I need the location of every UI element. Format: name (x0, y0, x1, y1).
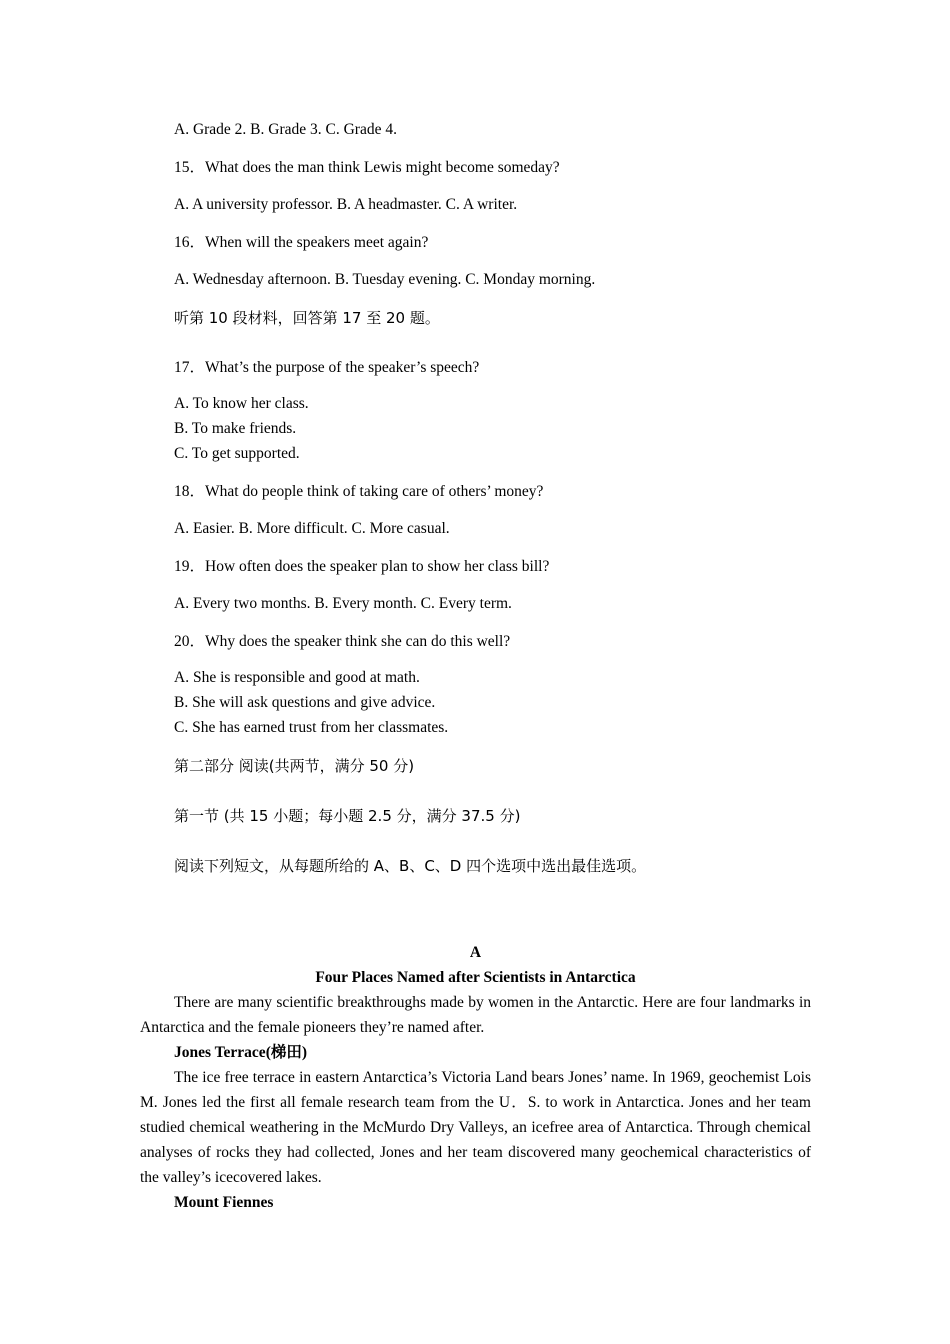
paragraph-jones-terrace-text: The ice free terrace in eastern Antarctica’s Victoria Land bears Jones’ name. In 1969, geochemist Lois M. Jones led the first all female research team from the U．S. to work in Antarctica. Jones and her team studied chemical weathering in the McMurdo Dry Valleys, an icefree area of Antarctica. Through chemical analyses of rocks they had collected, Jones and her team discovered many geochemical characteristics of the valley’s icecovered lakes. (140, 1069, 811, 1186)
q20-option-a: A. She is responsible and good at math. (174, 669, 420, 686)
passage-intro-text: There are many scientific breakthroughs made by women in the Antarctic. Here are four landmarks in Antarctica and the female pioneers they’re named after. (140, 994, 811, 1036)
paragraph-jones-terrace (140, 1065, 811, 1190)
reading-instruction: 阅读下列短文，从每题所给的 A、B、C、D 四个选项中选出最佳选项。 (174, 857, 647, 875)
q19-question: 19．How often does the speaker plan to show her class bill? (174, 558, 550, 575)
q20-question: 20．Why does the speaker think she can do this well? (174, 633, 511, 650)
q17-option-a: A. To know her class. (174, 395, 309, 412)
passage-intro (140, 990, 811, 1040)
passage-label: A (469, 944, 482, 961)
q17-option-c: C. To get supported. (174, 445, 300, 462)
part-two-heading: 第二部分 阅读(共两节，满分 50 分) (174, 757, 415, 775)
q17-option-b: B. To make friends. (174, 420, 297, 437)
q19-options: A. Every two months. B. Every month. C. Every term. (174, 595, 512, 612)
heading-jones-terrace-text: Jones Terrace(梯田) (174, 1044, 308, 1061)
q16-options: A. Wednesday afternoon. B. Tuesday evening. C. Monday morning. (174, 271, 596, 288)
q20-option-b: B. She will ask questions and give advice. (174, 694, 436, 711)
section-instruction-10: 听第 10 段材料，回答第 17 至 20 题。 (174, 309, 440, 327)
passage-title: Four Places Named after Scientists in Antarctica (315, 969, 636, 986)
q14-options: A. Grade 2. B. Grade 3. C. Grade 4. (174, 121, 397, 138)
q15-question: 15．What does the man think Lewis might become someday? (174, 159, 560, 176)
q18-question: 18．What do people think of taking care of others’ money? (174, 483, 544, 500)
section-one-heading: 第一节 (共 15 小题；每小题 2.5 分，满分 37.5 分) (174, 807, 521, 825)
heading-jones-terrace (140, 1040, 811, 1065)
heading-mount-fiennes (140, 1190, 811, 1215)
q18-options: A. Easier. B. More difficult. C. More casual. (174, 520, 450, 537)
q20-option-c: C. She has earned trust from her classmates. (174, 719, 449, 736)
heading-mount-fiennes-text: Mount Fiennes (174, 1194, 274, 1211)
q16-question: 16．When will the speakers meet again? (174, 234, 429, 251)
q17-question: 17．What’s the purpose of the speaker’s speech? (174, 359, 480, 376)
q15-options: A. A university professor. B. A headmaster. C. A writer. (174, 196, 518, 213)
